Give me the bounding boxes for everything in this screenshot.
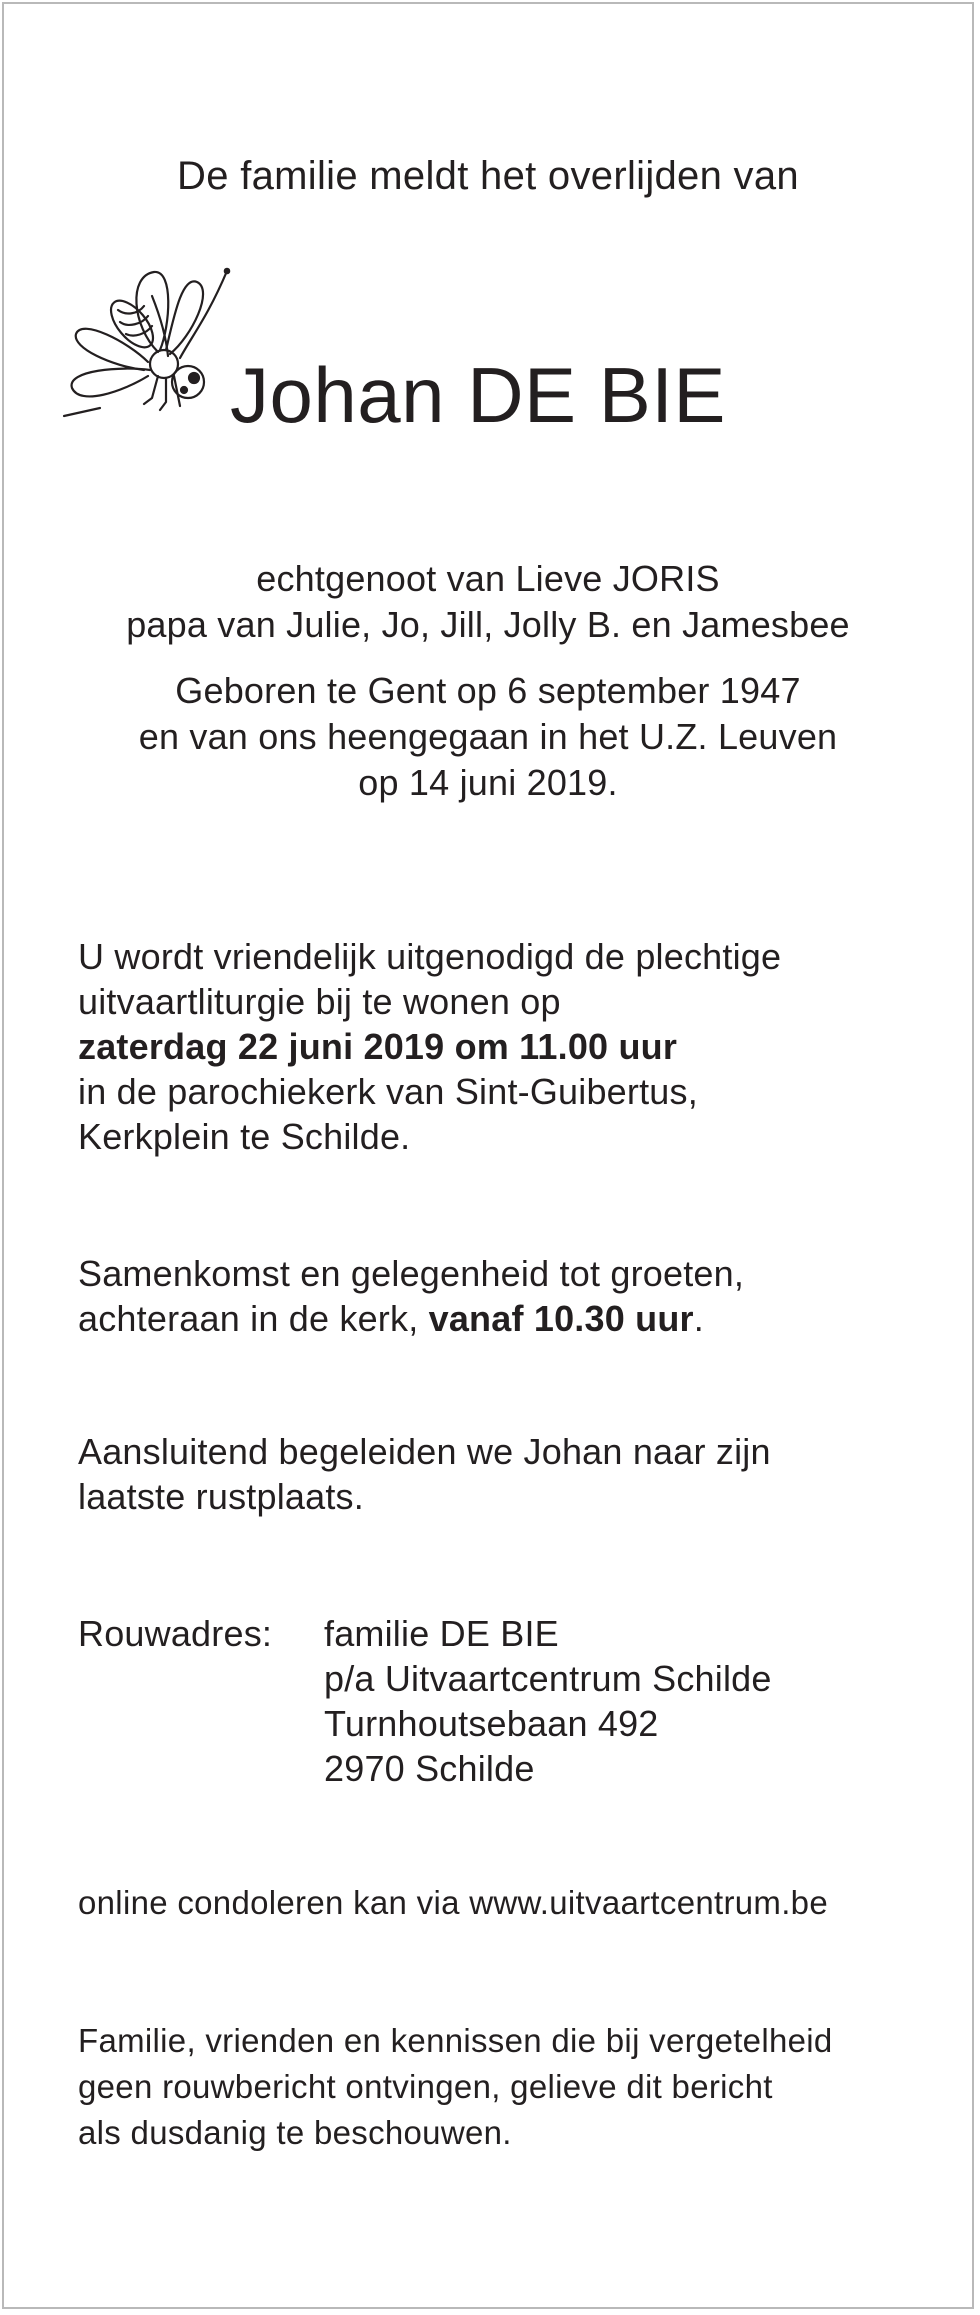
deceased-name: Johan DE BIE xyxy=(230,351,726,439)
address-line: p/a Uitvaartcentrum Schilde xyxy=(324,1658,772,1699)
bee-icon xyxy=(62,266,240,426)
relation-spouse: echtgenoot van Lieve JORIS xyxy=(256,558,720,599)
invitation-line: uitvaartliturgie bij te wonen op xyxy=(78,981,561,1022)
funeral-invitation xyxy=(78,934,958,1159)
invitation-line: in de parochiekerk van Sint-Guibertus, xyxy=(78,1071,698,1112)
closing-line: Familie, vrienden en kennissen die bij vergetelheid xyxy=(78,2022,833,2059)
burial-info xyxy=(78,1429,958,1519)
announcement-text: De familie meldt het overlijden van xyxy=(177,154,799,198)
death-place-line: en van ons heengegaan in het U.Z. Leuven xyxy=(138,716,838,757)
funeral-datetime: zaterdag 22 juni 2019 om 11.00 uur xyxy=(78,1026,678,1067)
closing-note xyxy=(78,2018,833,2156)
address-line: Turnhoutsebaan 492 xyxy=(324,1703,659,1744)
invitation-line: Kerkplein te Schilde. xyxy=(78,1116,411,1157)
obituary-card xyxy=(2,2,974,2309)
address-line: familie DE BIE xyxy=(324,1613,559,1654)
invitation-line: U wordt vriendelijk uitgenodigd de plechtige xyxy=(78,936,782,977)
birth-line: Geboren te Gent op 6 september 1947 xyxy=(175,670,801,711)
birth-death-block xyxy=(4,668,972,806)
closing-line: als dusdanig te beschouwen. xyxy=(78,2114,512,2151)
burial-line: Aansluitend begeleiden we Johan naar zijn xyxy=(78,1431,771,1472)
gathering-time: vanaf 10.30 uur xyxy=(428,1298,694,1339)
online-condolence-text: online condoleren kan via www.uitvaartcentrum.be xyxy=(78,1884,828,1921)
address-line: 2970 Schilde xyxy=(324,1748,535,1789)
gathering-info xyxy=(78,1251,958,1341)
death-date-line: op 14 juni 2019. xyxy=(358,762,618,803)
burial-line: laatste rustplaats. xyxy=(78,1476,364,1517)
relation-children: papa van Julie, Jo, Jill, Jolly B. en Jamesbee xyxy=(126,604,850,645)
address-label: Rouwadres: xyxy=(78,1613,273,1654)
gathering-line: Samenkomst en gelegenheid tot groeten, xyxy=(78,1253,745,1294)
closing-line: geen rouwbericht ontvingen, gelieve dit bericht xyxy=(78,2068,773,2105)
relations-block xyxy=(4,556,972,648)
gathering-time-line: achteraan in de kerk, vanaf 10.30 uur. xyxy=(78,1298,704,1339)
